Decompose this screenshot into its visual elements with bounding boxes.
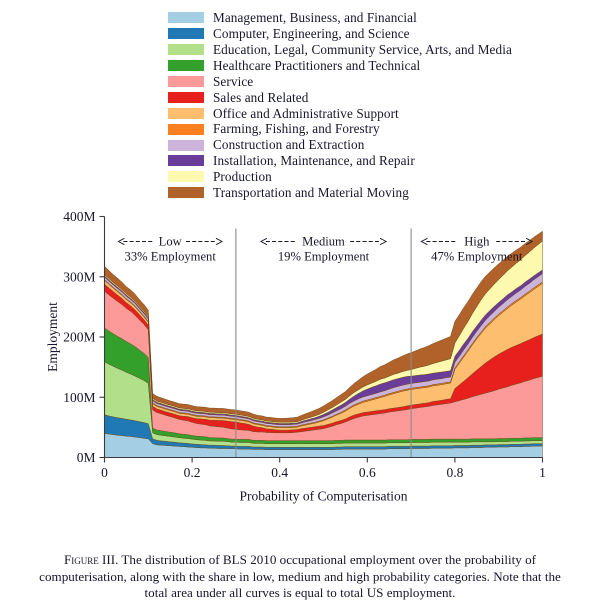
legend-swatch-icon: [168, 44, 204, 55]
legend-item[interactable]: [168, 105, 568, 121]
x-tick-label: 0.6: [358, 465, 376, 480]
legend-item[interactable]: [168, 89, 568, 105]
legend-item-label: Office and Administrative Support: [213, 105, 399, 121]
legend-item-label: Installation, Maintenance, and Repair: [213, 153, 415, 169]
x-axis-title: Probability of Computerisation: [239, 488, 408, 504]
legend-item[interactable]: [168, 26, 568, 42]
legend-item[interactable]: [168, 169, 568, 185]
region-label: Medium: [302, 234, 345, 249]
x-tick-label: 1: [539, 465, 546, 480]
legend-item-label: Service: [213, 73, 254, 89]
region-arrowhead-right: [380, 238, 386, 244]
y-tick-label: 300M: [63, 269, 96, 285]
region-share-label: 19% Employment: [277, 249, 370, 264]
region-annotation-0: [118, 235, 222, 264]
legend-swatch-icon: [168, 28, 204, 39]
legend-item-label: Construction and Extraction: [213, 137, 365, 153]
caption-text-2: 2010 occupational employment over the probability of computerisation, along with the share in low, medium and high probability categories. Note that the total area under all curves is equal to total: [39, 552, 561, 601]
legend-item-label: Production: [213, 169, 272, 185]
figure-caption: [36, 552, 564, 602]
y-axis-title: Employment: [45, 302, 60, 372]
region-label: Low: [158, 234, 182, 249]
x-tick-label: 0.8: [446, 465, 464, 480]
legend-swatch-icon: [168, 76, 204, 87]
y-tick-label: 0M: [76, 450, 96, 466]
x-tick-label: 0.2: [183, 465, 201, 480]
caption-bls-abbrev: BLS: [222, 552, 247, 567]
legend-item[interactable]: [168, 153, 568, 169]
legend-item-label: Healthcare Practitioners and Technical: [213, 57, 421, 73]
legend-item-label: Education, Legal, Community Service, Arts, and Media: [213, 41, 512, 57]
legend-item[interactable]: [168, 121, 568, 137]
legend-swatch-icon: [168, 140, 204, 151]
legend-swatch-icon: [168, 187, 204, 198]
chart-legend: [168, 10, 568, 201]
legend-item[interactable]: [168, 58, 568, 74]
region-share-label: 33% Employment: [124, 249, 216, 264]
legend-swatch-icon: [168, 60, 204, 71]
legend-item-label: Sales and Related: [213, 89, 309, 105]
region-annotation-1: [261, 235, 386, 264]
stacked-area-chart: [0, 200, 600, 510]
legend-item-label: Computer, Engineering, and Science: [213, 26, 410, 42]
caption-text-1: The distribution of: [118, 552, 223, 567]
x-tick-label: 0.4: [271, 465, 289, 480]
caption-figure-number: Figure III.: [63, 552, 119, 567]
legend-item[interactable]: [168, 42, 568, 58]
legend-item[interactable]: [168, 185, 568, 201]
caption-us-abbrev: US: [366, 585, 384, 601]
legend-swatch-icon: [168, 171, 204, 182]
legend-item-label: Management, Business, and Financial: [213, 10, 417, 26]
legend-item-label: Farming, Fishing, and Forestry: [213, 121, 380, 137]
legend-swatch-icon: [168, 108, 204, 119]
y-tick-label: 200M: [63, 329, 96, 345]
region-label: High: [464, 234, 490, 249]
legend-swatch-icon: [168, 124, 204, 135]
legend-item[interactable]: [168, 74, 568, 90]
legend-swatch-icon: [168, 12, 204, 23]
legend-swatch-icon: [168, 92, 204, 103]
y-tick-label: 400M: [63, 209, 96, 225]
legend-item[interactable]: [168, 10, 568, 26]
y-tick-label: 100M: [63, 389, 96, 405]
area-series-group: [105, 231, 543, 457]
chart-plot-area: [0, 200, 600, 510]
region-arrowhead-right: [216, 238, 222, 244]
caption-text-3: employment.: [383, 585, 456, 601]
x-tick-label: 0: [101, 465, 108, 480]
legend-item[interactable]: [168, 137, 568, 153]
region-annotation-2: [421, 235, 532, 264]
legend-swatch-icon: [168, 155, 204, 166]
legend-item-label: Transportation and Material Moving: [213, 184, 409, 200]
region-share-label: 47% Employment: [431, 249, 523, 264]
